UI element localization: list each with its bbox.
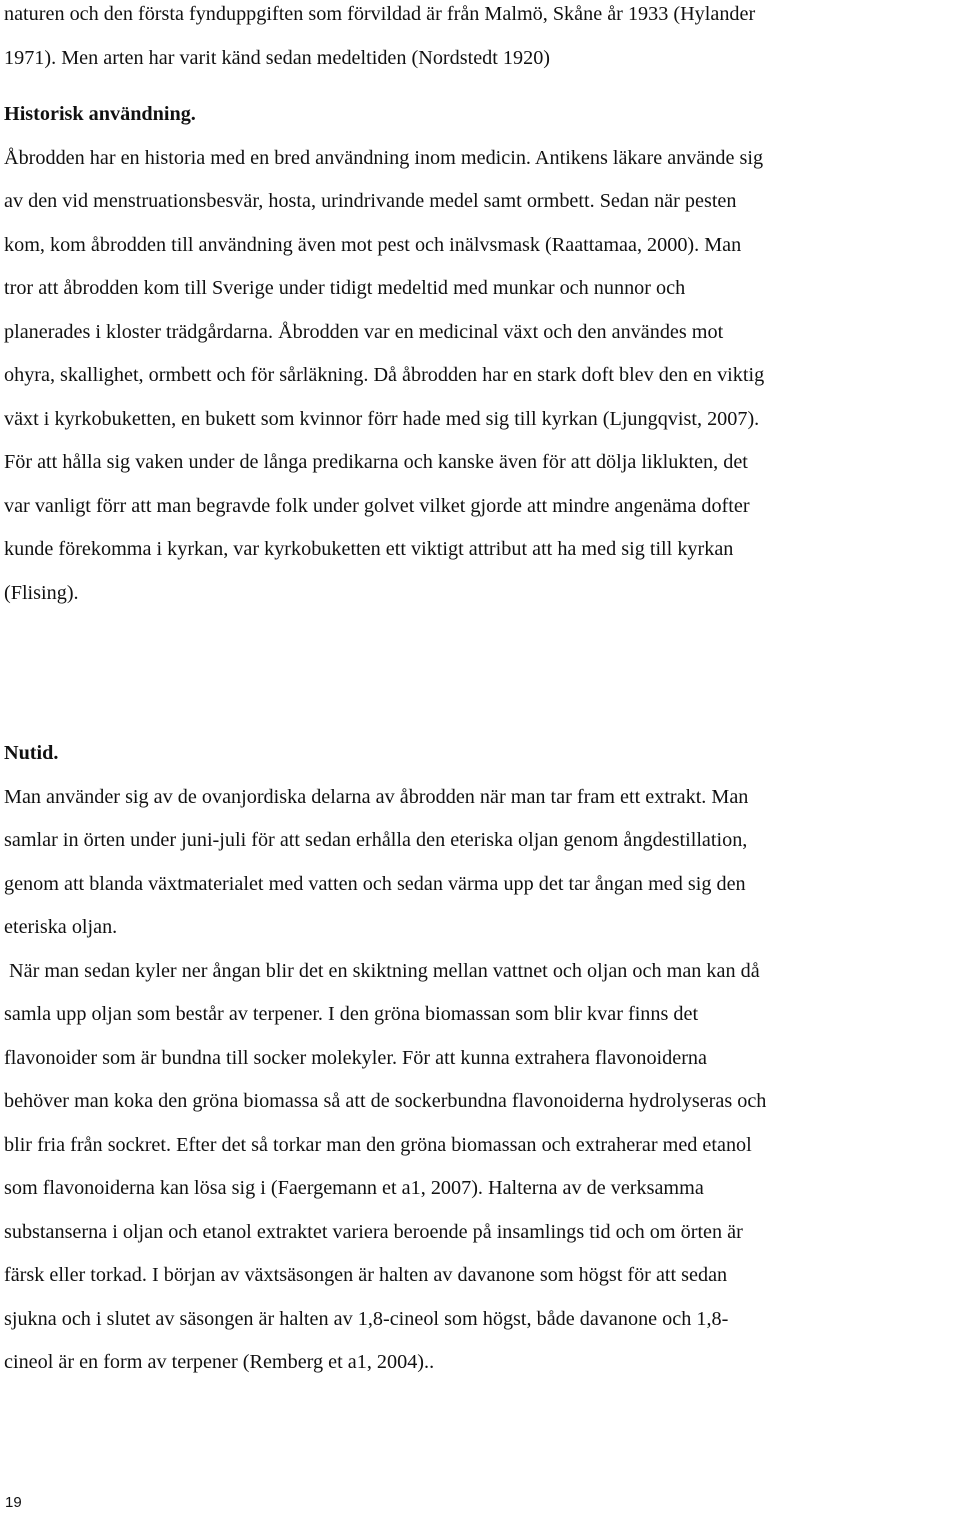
text-line: För att hålla sig vaken under de långa predikarna och kanske även för att dölja liklukten, det [4,451,748,473]
text-line: flavonoider som är bundna till socker molekyler. För att kunna extrahera flavonoiderna [4,1046,707,1069]
text-line: samlar in örten under juni-juli för att sedan erhålla den eteriska oljan genom ångdestillation, [4,829,748,851]
text-line: eteriska oljan. [4,916,118,938]
continuation-paragraph [4,0,960,80]
present-section [4,732,960,1385]
text-line: kunde förekomma i kyrkan, var kyrkobuketten ett viktigt attribut att ha med sig till kyrkan [4,538,734,560]
text-line: behöver man koka den gröna biomassa så att de sockerbundna flavonoiderna hydrolyseras och [4,1090,767,1112]
text-line: blir fria från sockret. Efter det så torkar man den gröna biomassan och extraherar med etanol [4,1133,752,1156]
text-line: var vanligt förr att man begravde folk under golvet vilket gjorde att mindre angenäma dofter [4,494,750,517]
text-line: När man sedan kyler ner ångan blir det en skiktning mellan vattnet och oljan och man kan då [4,959,760,982]
text-line: (Flising). [4,581,79,604]
text-line: genom att blanda växtmaterialet med vatten och sedan värma upp det tar ångan med sig den [4,872,746,895]
text-line: substanserna i oljan och etanol extraktet variera beroende på insamlings tid och om örten är [4,1220,743,1243]
text-line: kom, kom åbrodden till användning även mot pest och inälvsmask (Raattamaa, 2000). Man [4,233,742,256]
section-heading-present: Nutid. [4,742,59,764]
page-number: 19 [5,1494,22,1511]
text-line: 1971). Men arten har varit känd sedan medeltiden (Nordstedt 1920) [4,46,551,69]
text-line: som flavonoiderna kan lösa sig i (Faergemann et a1, 2007). Halterna av de verksamma [4,1177,704,1199]
text-line: Åbrodden har en historia med en bred användning inom medicin. Antikens läkare använde sig [4,146,764,169]
text-line: cineol är en form av terpener (Remberg et a1, 2004).. [4,1351,435,1373]
text-line: ohyra, skallighet, ormbett och för sårläkning. Då åbrodden har en stark doft blev den en viktig [4,364,765,386]
text-line: färsk eller torkad. I början av växtsäsongen är halten av davanone som högst för att sedan [4,1264,728,1286]
section-heading-historical: Historisk användning. [4,103,196,125]
text-line: samla upp oljan som består av terpener. I den gröna biomassan som blir kvar finns det [4,1003,699,1025]
text-line: tror att åbrodden kom till Sverige under tidigt medeltid med munkar och nunnor och [4,277,686,299]
text-line: Man använder sig av de ovanjordiska delarna av åbrodden när man tar fram ett extrakt. Man [4,785,749,808]
historical-section [4,93,960,615]
text-line: naturen och den första fynduppgiften som förvildad är från Malmö, Skåne år 1933 (Hylander [4,3,756,25]
text-line: växt i kyrkobuketten, en bukett som kvinnor förr hade med sig till kyrkan (Ljungqvist, 2007). [4,407,760,430]
text-line: sjukna och i slutet av säsongen är halten av 1,8-cineol som högst, både davanone och 1,8- [4,1307,729,1330]
text-line: av den vid menstruationsbesvär, hosta, urindrivande medel samt ormbett. Sedan när pesten [4,190,737,212]
text-line: planerades i kloster trädgårdarna. Åbrodden var en medicinal växt och den användes mot [4,320,724,343]
